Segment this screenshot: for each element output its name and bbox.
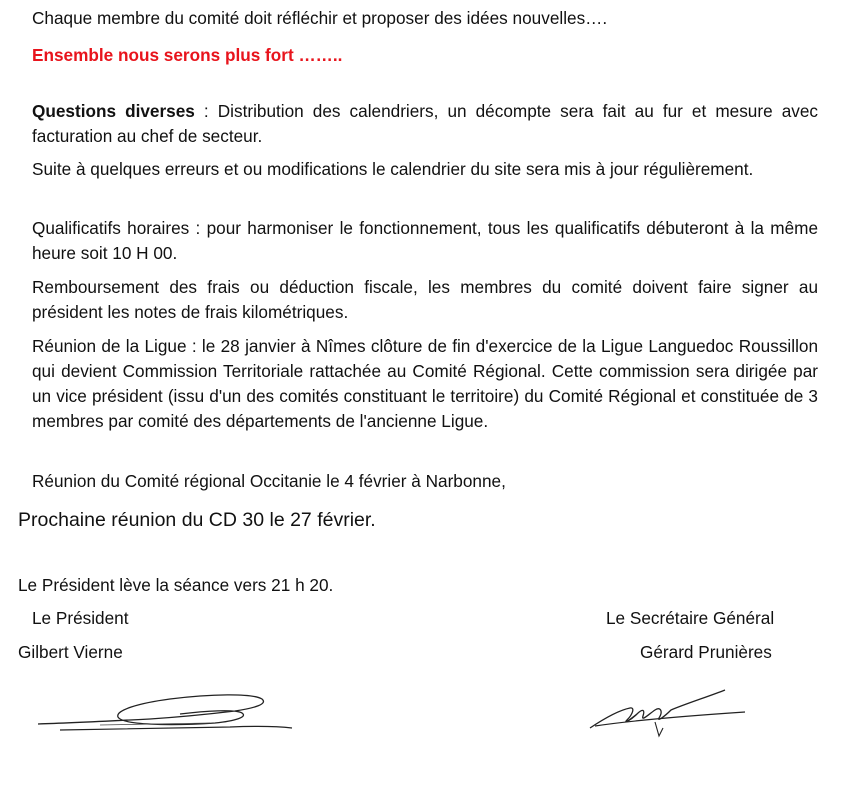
- paragraph-league-meeting: Réunion de la Ligue : le 28 janvier à Nîmes clôture de fin d'exercice de la Ligue Languedoc Roussillon qui devient Commission Territoriale rattachée au Comité Régional. Cette commission sera dirigée par un vice président (issu d'un des comités constituant le territoire) du Comité Régional et constituée de 3 membres par comité des départements de l'ancienne Ligue.: [32, 336, 818, 431]
- questions-text: : Distribution des calendriers, un décompte sera fait au fur et mesure avec facturation au chef de secteur.: [32, 101, 818, 146]
- next-meeting: Prochaine réunion du CD 30 le 27 février.: [18, 509, 376, 531]
- motto: Ensemble nous serons plus fort ……..: [32, 45, 343, 65]
- secretary-title: Le Secrétaire Général: [606, 608, 775, 628]
- closing-line: Le Président lève la séance vers 21 h 20.: [18, 575, 334, 595]
- questions-paragraph: [32, 99, 818, 149]
- paragraph-regional-meeting: Réunion du Comité régional Occitanie le 4 février à Narbonne,: [32, 471, 506, 491]
- paragraph-reimbursement: Remboursement des frais ou déduction fiscale, les membres du comité doivent faire signer au président les notes de frais kilométriques.: [32, 277, 818, 322]
- president-name: Gilbert Vierne: [18, 642, 123, 662]
- president-title: Le Président: [32, 608, 129, 628]
- president-signature: [30, 690, 300, 750]
- questions-label: Questions diverses: [32, 101, 195, 121]
- secretary-name: Gérard Prunières: [640, 642, 772, 662]
- intro-line: Chaque membre du comité doit réfléchir et proposer des idées nouvelles….: [32, 8, 608, 28]
- paragraph-schedule: Qualificatifs horaires : pour harmoniser le fonctionnement, tous les qualificatifs débuteront à la même heure soit 10 H 00.: [32, 218, 818, 263]
- secretary-signature: [585, 680, 755, 750]
- paragraph-calendar: Suite à quelques erreurs et ou modifications le calendrier du site sera mis à jour régulièrement.: [32, 159, 754, 179]
